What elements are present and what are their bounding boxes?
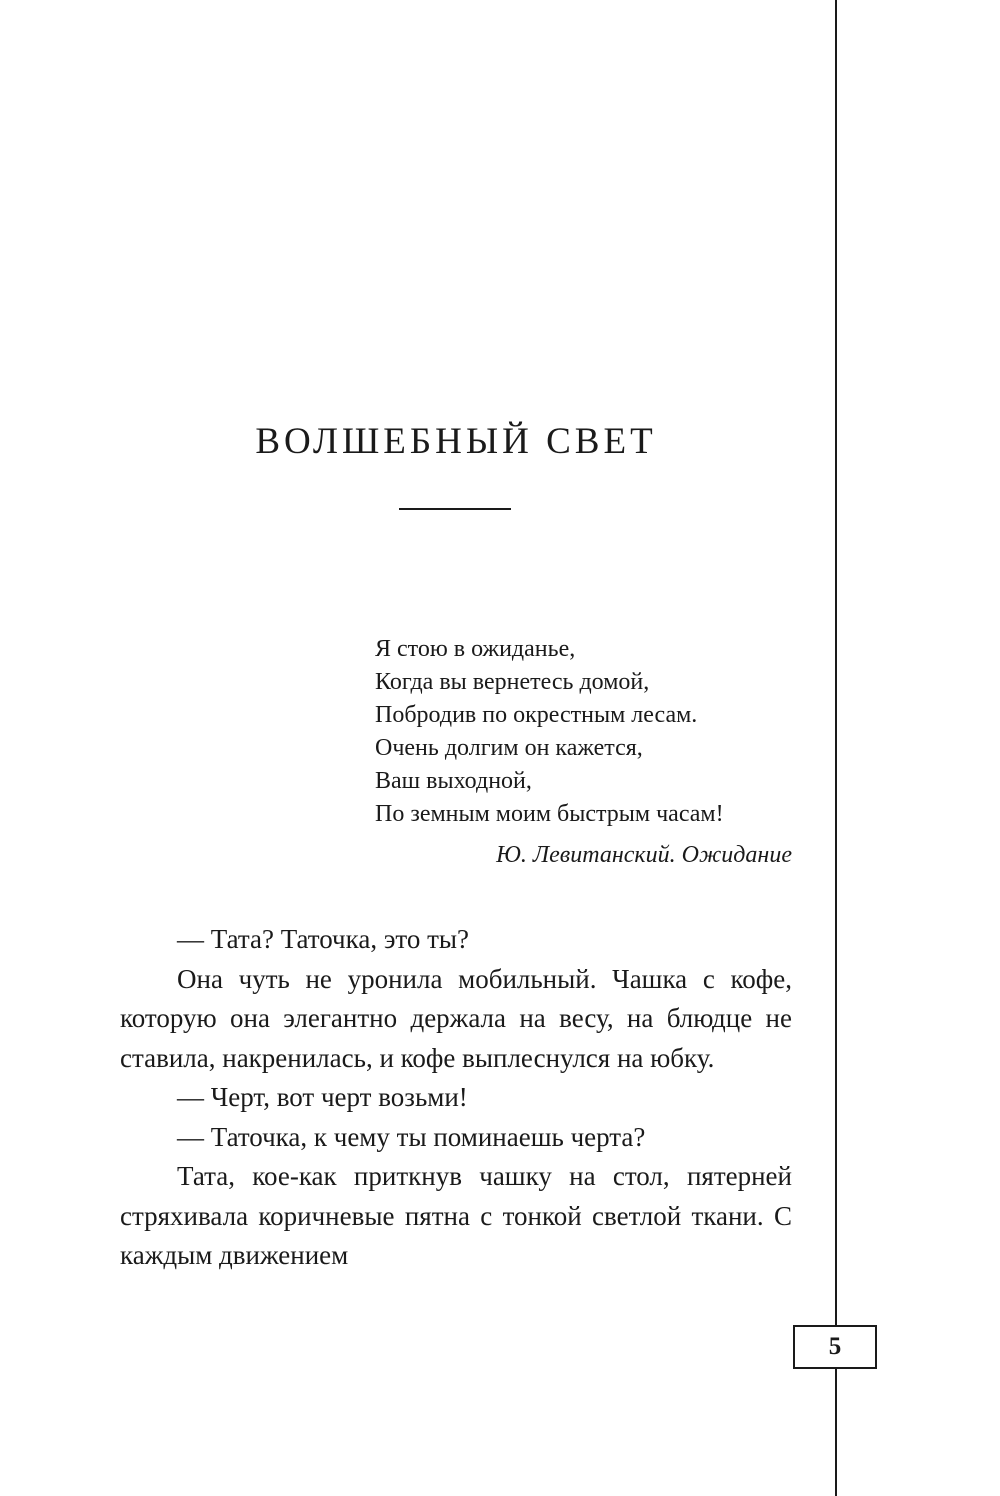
- epigraph-line: Ваш выходной,: [375, 768, 532, 794]
- epigraph-line: Когда вы вернетесь домой,: [375, 669, 650, 695]
- body-paragraph: — Черт, вот черт возьми!: [177, 1082, 468, 1112]
- page-number-box: [793, 1325, 877, 1369]
- epigraph-attribution: Ю. Левитанский. Ожидание: [496, 842, 792, 868]
- body-paragraph: Она чуть не уронила мобильный. Чашка с кофе, которую она элегантно держала на весу, на блюдце не ставила, накренилась, и кофе выплеснулся на юбку.: [120, 963, 792, 1073]
- epigraph-line: Побродив по окрестным лесам.: [375, 702, 698, 728]
- body-paragraph: Тата, кое-как приткнув чашку на стол, пятерней стряхивала коричневые пятна с тонкой светлой ткани. С каждым движением: [120, 1161, 792, 1270]
- page-number: 5: [828, 1333, 842, 1360]
- epigraph: [375, 633, 792, 872]
- right-margin-rule: [835, 0, 837, 1496]
- body-text: [120, 920, 792, 1276]
- epigraph-line: Я стою в ожиданье,: [375, 636, 576, 662]
- body-paragraph: — Тата? Таточка, это ты?: [177, 924, 470, 954]
- title-divider: [399, 508, 511, 510]
- epigraph-line: По земным моим быстрым часам!: [375, 801, 724, 827]
- epigraph-line: Очень долгим он кажется,: [375, 735, 643, 761]
- chapter-title: ВОЛШЕБНЫЙ СВЕТ: [255, 421, 657, 462]
- body-paragraph: — Таточка, к чему ты поминаешь черта?: [177, 1121, 646, 1152]
